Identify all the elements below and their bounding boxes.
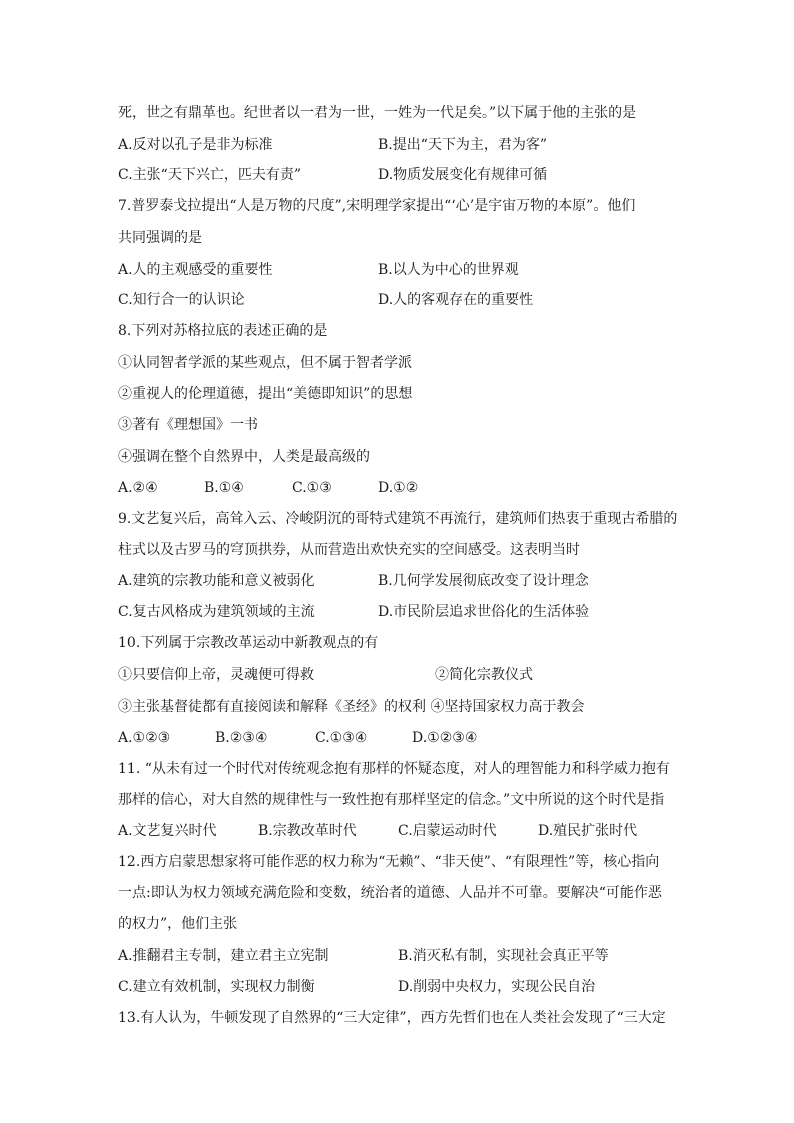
q8-option-d: D.①② — [378, 480, 419, 496]
q6-option-d: D.物质发展变化有规律可循 — [378, 167, 548, 183]
q8-item-2: ②重视人的伦理道德，提出“美德即知识”的思想 — [118, 386, 413, 402]
q11-option-a: A.文艺复兴时代 — [118, 823, 217, 839]
q10-option-c: C.①③④ — [315, 730, 368, 746]
q12-option-c: C.建立有效机制，实现权力制衡 — [118, 979, 315, 995]
q9-option-c: C.复古风格成为建筑领域的主流 — [118, 604, 315, 620]
q6-stem-continuation: 死，世之有鼎革也。纪世者以一君为一世，一姓为一代足矣。”以下属于他的主张的是 — [118, 105, 637, 121]
q6-option-a: A.反对以孔子是非为标准 — [118, 137, 273, 153]
q7-stem-line-1: 7.普罗泰戈拉提出“人是万物的尺度”,宋明理学家提出“‘心’是宇宙万物的本原”。他们 — [118, 198, 636, 214]
q9-option-b: B.几何学发展彻底改变了设计理念 — [378, 573, 589, 589]
q8-stem: 8.下列对苏格拉底的表述正确的是 — [118, 323, 328, 339]
q13-stem: 13.有人认为，牛顿发现了自然界的“三大定律”，西方先哲们也在人类社会发现了“三大定 — [118, 1010, 666, 1026]
q11-stem-line-1: 11. “从未有过一个时代对传统观念抱有那样的怀疑态度，对人的理智能力和科学威力抱有 — [118, 761, 670, 777]
q11-option-d: D.殖民扩张时代 — [538, 823, 638, 839]
q6-option-c: C.主张“天下兴亡，匹夫有责” — [118, 167, 301, 183]
q10-option-a: A.①②③ — [118, 730, 171, 746]
q12-stem-line-1: 12.西方启蒙思想家将可能作恶的权力称为“无赖”、“非天使”、“有限理性”等，核心指向 — [118, 854, 660, 870]
q10-item-1-text: ①只要信仰上帝，灵魂便可得救 — [118, 667, 314, 683]
q7-option-b: B.以人为中心的世界观 — [378, 262, 519, 278]
q10-option-d: D.①②③④ — [412, 730, 478, 746]
q10-stem: 10.下列属于宗教改革运动中新教观点的有 — [118, 635, 379, 651]
q10-option-b: B.②③④ — [215, 730, 268, 746]
q8-option-a: A.②④ — [118, 480, 158, 496]
q7-stem-line-2: 共同强调的是 — [118, 230, 202, 246]
q12-stem-line-2: 一点:即认为权力领域充满危险和变数，统治者的道德、人品并不可靠。要解决“可能作恶 — [118, 885, 662, 901]
q9-option-a: A.建筑的宗教功能和意义被弱化 — [118, 573, 315, 589]
q7-option-c: C.知行合一的认识论 — [118, 292, 245, 308]
q8-option-b: B.①④ — [204, 480, 244, 496]
q10-item-2: ②简化宗教仪式 — [435, 667, 533, 683]
q8-item-3: ③著有《理想国》一书 — [118, 417, 258, 433]
q7-option-d: D.人的客观存在的重要性 — [378, 292, 534, 308]
q12-stem-line-3: 的权力”，他们主张 — [118, 916, 238, 932]
q6-option-b: B.提出“天下为主，君为客” — [378, 137, 548, 153]
q11-option-b: B.宗教改革时代 — [258, 823, 357, 839]
q12-option-a: A.推翻君主专制，建立君主立宪制 — [118, 948, 329, 964]
q9-stem-line-1: 9.文艺复兴后，高耸入云、冷峻阴沉的哥特式建筑不再流行，建筑师们热衷于重现古希腊的 — [118, 511, 678, 527]
q8-item-1: ①认同智者学派的某些观点，但不属于智者学派 — [118, 355, 412, 371]
q11-stem-line-2: 那样的信心，对大自然的规律性与一致性抱有那样坚定的信念。”文中所说的这个时代是指 — [118, 792, 665, 808]
q10-item-3-4: ③主张基督徒都有直接阅读和解释《圣经》的权利 ④坚持国家权力高于教会 — [118, 699, 585, 715]
q8-item-4: ④强调在整个自然界中，人类是最高级的 — [118, 449, 370, 465]
q12-option-d: D.削弱中央权力，实现公民自治 — [398, 979, 596, 995]
q12-option-b: B.消灭私有制，实现社会真正平等 — [398, 948, 609, 964]
q8-option-c: C.①③ — [292, 480, 332, 496]
q9-stem-line-2: 柱式以及古罗马的穹顶拱券，从而营造出欢快充实的空间感受。这表明当时 — [118, 542, 580, 558]
q9-option-d: D.市民阶层追求世俗化的生活体验 — [378, 604, 590, 620]
q7-option-a: A.人的主观感受的重要性 — [118, 262, 273, 278]
q11-option-c: C.启蒙运动时代 — [398, 823, 497, 839]
